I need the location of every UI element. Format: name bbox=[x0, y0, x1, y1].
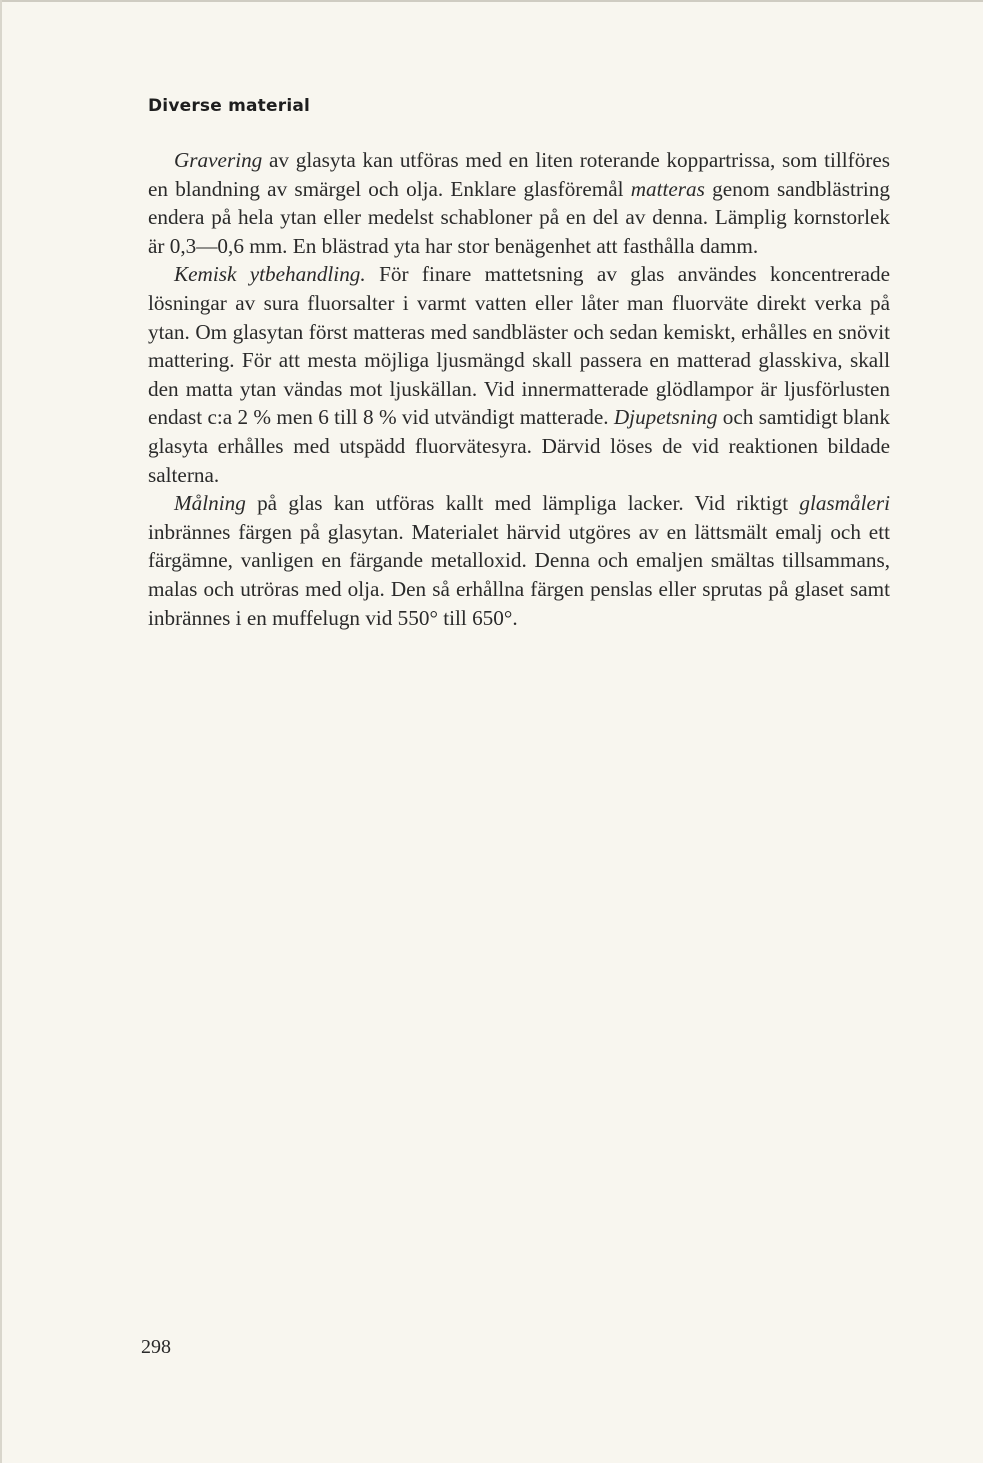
paragraph-text: och samtidigt blank glasyta erhålles med utspädd fluorvätesyra. Därvid löses de vid reaktionen bildade salterna. bbox=[148, 405, 890, 487]
top-edge-rule bbox=[0, 0, 983, 2]
term-gravering: Gravering bbox=[174, 148, 263, 172]
paragraph-gravering bbox=[148, 146, 890, 260]
running-head: Diverse material bbox=[148, 96, 311, 116]
left-edge-rule bbox=[0, 0, 2, 1463]
paragraph-kemisk-ytbehandling bbox=[148, 260, 890, 489]
term-djupetsning: Djupetsning bbox=[613, 405, 718, 430]
paragraph-text: på glas kan utföras kallt med lämpliga lacker. Vid riktigt bbox=[245, 491, 800, 516]
paragraph-text: För finare mattetsning av glas användes koncentrerade lösningar av sura fluorsalter i varmt vatten eller låter man fluorväte direkt verka på ytan. Om glasytan först matteras med sandbläster och sedan kemiskt, erhålles en snövit mattering. För att mesta möjliga ljusmängd skall passera en matterad glasskiva, skall den matta ytan vändas mot ljuskällan. Vid innermatterade glödlampor är ljusförlusten endast c:a 2 % men 6 till 8 % vid utvändigt matterade. bbox=[148, 262, 891, 430]
paragraph-malning bbox=[148, 489, 890, 632]
term-glasmaleri: glasmåleri bbox=[799, 491, 890, 516]
term-matteras: matteras bbox=[630, 176, 705, 201]
page-number: 298 bbox=[141, 1336, 171, 1358]
paragraph-text: inbrännes färgen på glasytan. Materialet härvid utgöres av en lättsmält emalj och ett färgämne, vanligen en färgande metalloxid. Denna och emaljen smältas tillsammans, malas och utröras med olja. Den så erhållna färgen penslas eller sprutas på glaset samt inbrännes i en muffelugn vid 550° till 650°. bbox=[148, 519, 890, 630]
body-text bbox=[148, 146, 890, 632]
paragraph-text: av glasyta kan utföras med en liten roterande koppartrissa, som tillföres en blandning av smärgel och olja. Enklare glasföremål bbox=[148, 148, 890, 201]
term-malning: Målning bbox=[174, 491, 246, 516]
paragraph-text: genom sandblästring endera på hela ytan eller medelst schabloner på en del av denna. Lämplig kornstorlek är 0,3—0,6 mm. En blästrad yta har stor benägenhet att fasthålla damm. bbox=[148, 176, 890, 258]
term-kemisk-ytbehandling: Kemisk ytbehandling. bbox=[174, 262, 366, 287]
